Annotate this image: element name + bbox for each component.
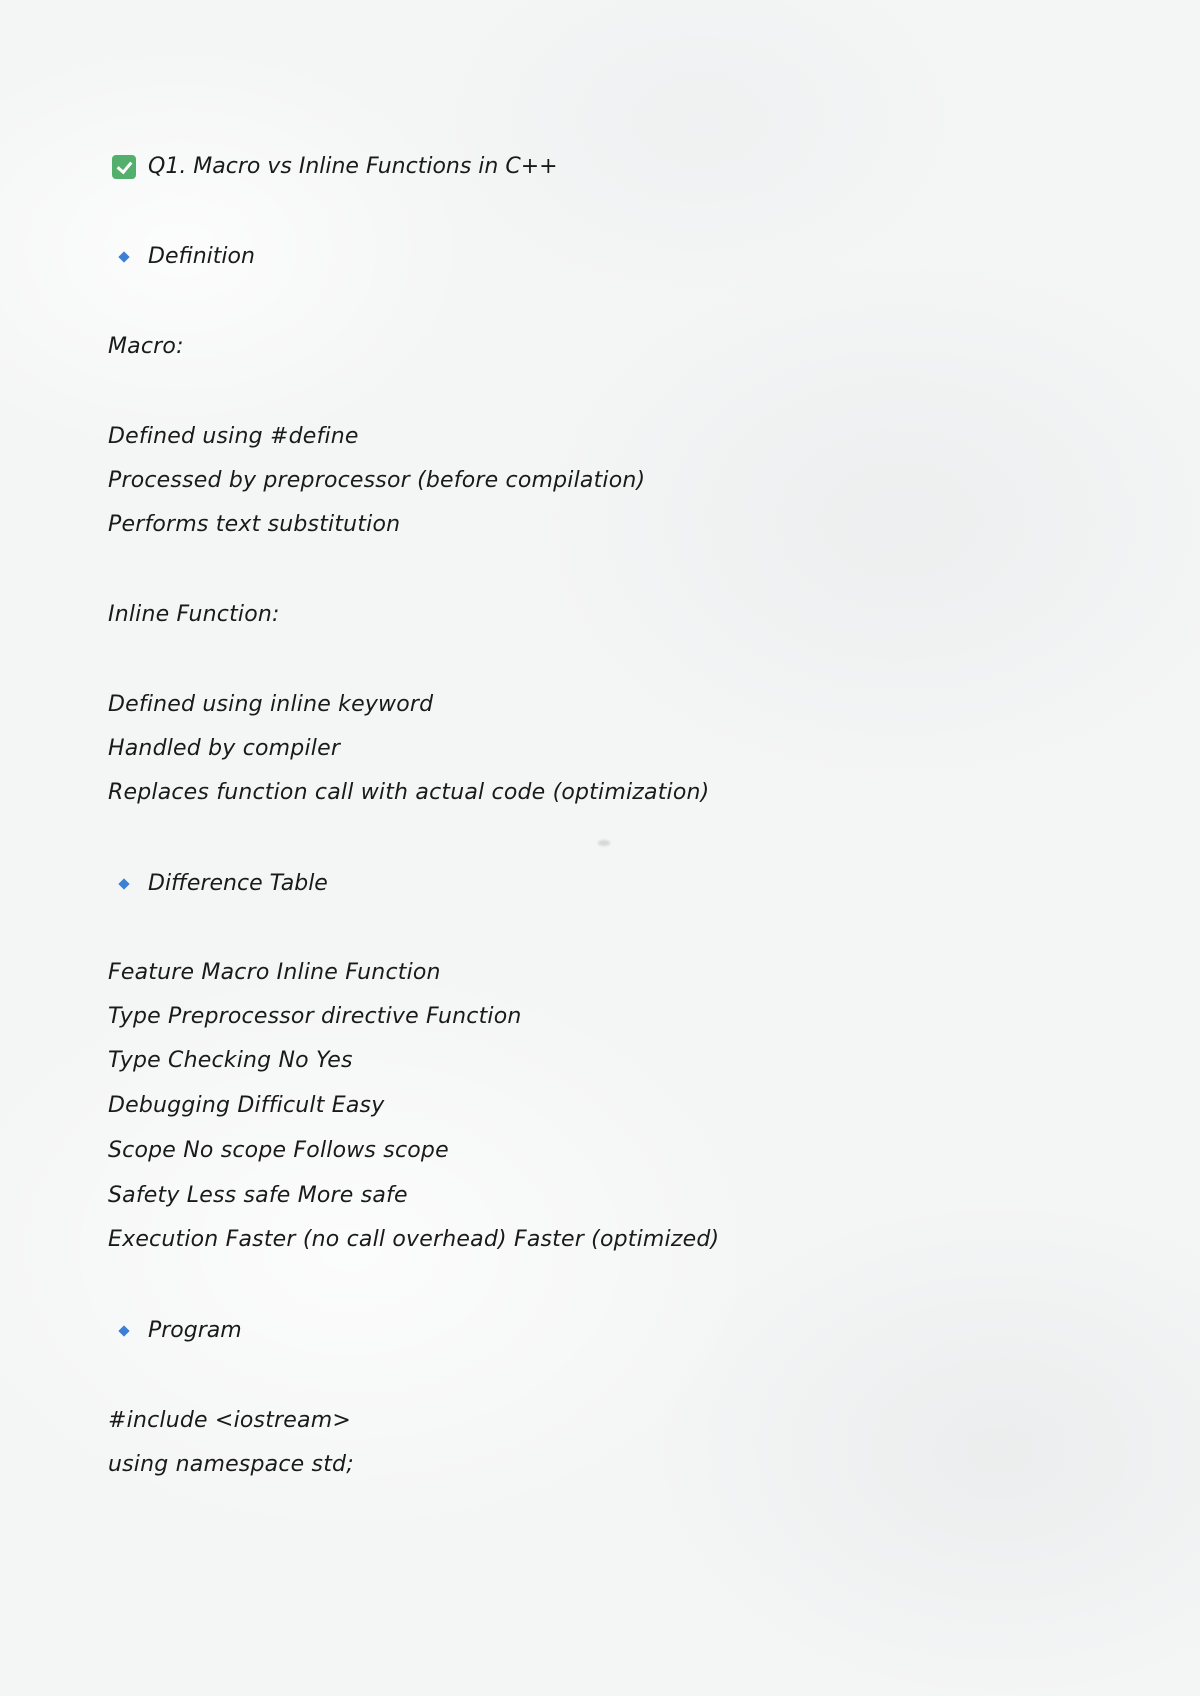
inline-point-2: Handled by compiler bbox=[108, 736, 341, 761]
inline-point-1: Defined using inline keyword bbox=[108, 692, 434, 717]
table-row: Scope No scope Follows scope bbox=[108, 1138, 449, 1163]
table-row: Execution Faster (no call overhead) Faster (optimized) bbox=[108, 1227, 720, 1252]
section-heading-definition: Definition bbox=[148, 244, 255, 269]
check-box-icon bbox=[112, 155, 136, 179]
diamond-bullet-icon bbox=[118, 878, 129, 889]
code-line: using namespace std; bbox=[108, 1452, 354, 1477]
title-text: Q1. Macro vs Inline Functions in C++ bbox=[148, 154, 558, 179]
document-title bbox=[112, 152, 558, 182]
section-difference-table bbox=[120, 869, 328, 899]
macro-point-3: Performs text substitution bbox=[108, 512, 401, 537]
code-line: #include <iostream> bbox=[108, 1408, 351, 1433]
document-page bbox=[108, 0, 1108, 1696]
section-heading-program: Program bbox=[148, 1318, 242, 1343]
paper-smudge bbox=[598, 840, 610, 846]
section-definition bbox=[120, 242, 255, 272]
table-row: Safety Less safe More safe bbox=[108, 1183, 408, 1208]
section-program bbox=[120, 1316, 242, 1346]
table-row: Type Checking No Yes bbox=[108, 1048, 353, 1073]
inline-function-label: Inline Function: bbox=[108, 602, 280, 627]
table-row: Feature Macro Inline Function bbox=[108, 960, 441, 985]
diamond-bullet-icon bbox=[118, 1325, 129, 1336]
macro-point-2: Processed by preprocessor (before compilation) bbox=[108, 468, 646, 493]
section-heading-difference-table: Difference Table bbox=[148, 871, 328, 896]
table-row: Debugging Difficult Easy bbox=[108, 1093, 385, 1118]
table-row: Type Preprocessor directive Function bbox=[108, 1004, 522, 1029]
macro-label: Macro: bbox=[108, 334, 184, 359]
diamond-bullet-icon bbox=[118, 251, 129, 262]
macro-point-1: Defined using #define bbox=[108, 424, 359, 449]
inline-point-3: Replaces function call with actual code (optimization) bbox=[108, 780, 710, 805]
